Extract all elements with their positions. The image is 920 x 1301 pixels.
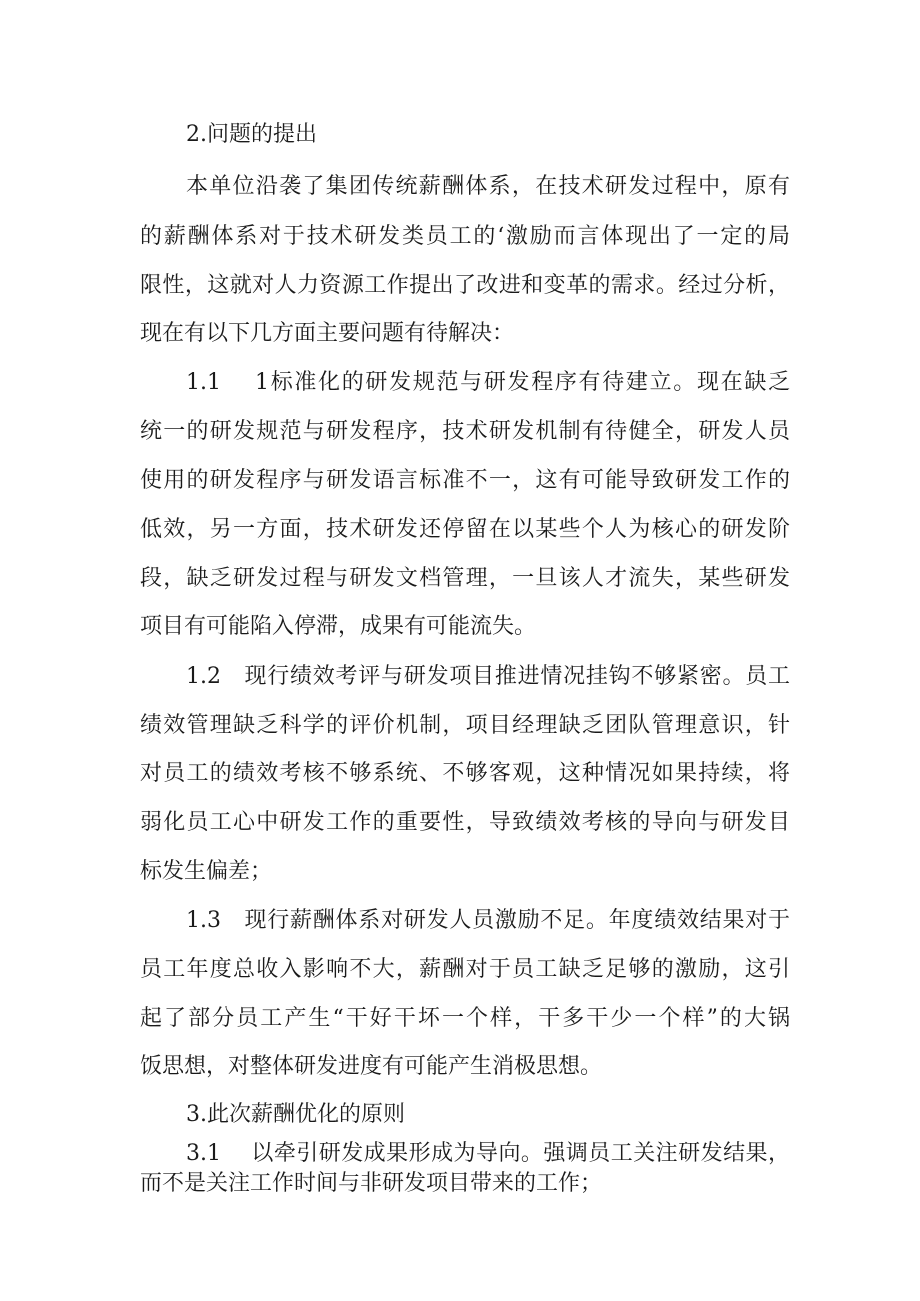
paragraph-line: 绩效管理缺乏科学的评价机制，项目经理缺乏团队管理意识，针 <box>140 713 790 738</box>
paragraph-line: 饭思想，对整体研发进度有可能产生消极思想。 <box>140 1054 603 1079</box>
section-heading-3: 3.此次薪酬优化的原则 <box>186 1102 405 1127</box>
paragraph-line: 低效，另一方面，技术研发还停留在以某些个人为核心的研发阶 <box>140 517 790 542</box>
paragraph-line: 本单位沿袭了集团传统薪酬体系，在技术研发过程中，原有 <box>186 174 790 199</box>
paragraph-line: 现在有以下几方面主要问题有待解决： <box>140 321 515 346</box>
paragraph-line: 员工年度总收入影响不大，薪酬对于员工缺乏足够的激励，这引 <box>140 957 790 982</box>
paragraph-line: 对员工的绩效考核不够系统、不够客观，这种情况如果持续，将 <box>140 761 790 786</box>
paragraph-line: 弱化员工心中研发工作的重要性，导致绩效考核的导向与研发目 <box>140 810 790 835</box>
paragraph-line: 1.2 现行绩效考评与研发项目推进情况挂钩不够紧密。员工 <box>186 664 790 689</box>
paragraph-line: 3.1 以牵引研发成果形成为导向。强调员工关注研发结果， <box>186 1141 790 1166</box>
paragraph-line: 起了部分员工产生“干好干坏一个样，干多干少一个样”的大锅 <box>140 1006 790 1031</box>
paragraph-line: 项目有可能陷入停滞，成果有可能流失。 <box>140 614 537 639</box>
paragraph-line: 限性，这就对人力资源工作提出了改进和变革的需求。经过分析， <box>140 273 790 298</box>
paragraph-line: 使用的研发程序与研发语言标准不一，这有可能导致研发工作的 <box>140 468 790 493</box>
section-heading-2: 2.问题的提出 <box>186 122 317 147</box>
paragraph-line: 标发生偏差； <box>140 859 273 884</box>
paragraph-line: 的薪酬体系对于技术研发类员工的‘激励而言体现出了一定的局 <box>140 224 790 249</box>
paragraph-line: 而不是关注工作时间与非研发项目带来的工作； <box>140 1171 603 1196</box>
paragraph-line: 1.1 1标准化的研发规范与研发程序有待建立。现在缺乏 <box>186 370 790 395</box>
paragraph-line: 统一的研发规范与研发程序，技术研发机制有待健全，研发人员 <box>140 419 790 444</box>
paragraph-line: 1.3 现行薪酬体系对研发人员激励不足。年度绩效结果对于 <box>186 908 790 933</box>
paragraph-line: 段，缺乏研发过程与研发文档管理，一旦该人才流失，某些研发 <box>140 566 790 591</box>
